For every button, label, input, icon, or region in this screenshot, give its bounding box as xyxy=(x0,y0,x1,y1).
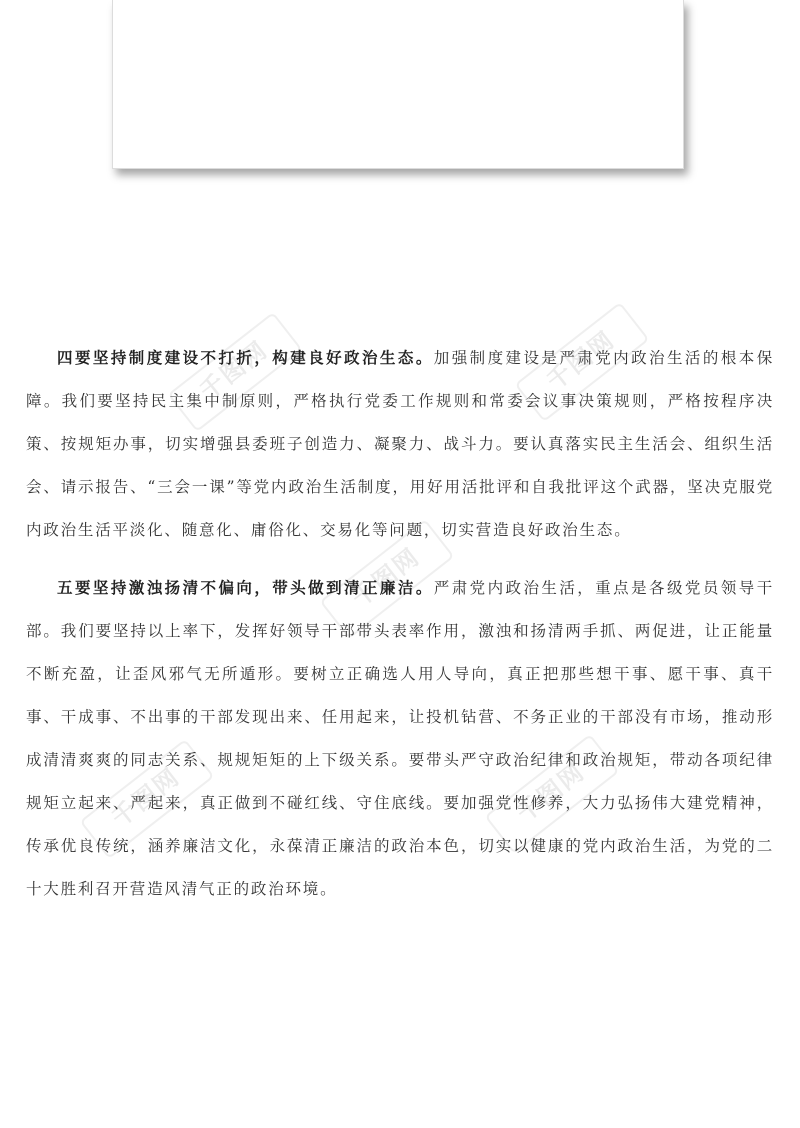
paragraph-text: 加强制度建设是严肃党内政治生活的根本保障。我们要坚持民主集中制原则，严格执行党委工作规则和常委会议事决策规则，严格按程序决策、按规矩办事，切实增强县委班子创造力、凝聚力、战斗力。要认真落实民主生活会、组织生活会、请示报告、“三会一课”等党内政治生活制度，用好用活批评和自我批评这个武器，坚决克服党内政治生活平淡化、随意化、庸俗化、交易化等问题，切实营造良好政治生态。 xyxy=(26,349,774,539)
watermark: 千图网 xyxy=(167,312,302,432)
previous-page-sheet xyxy=(112,0,684,169)
watermark: 千图网 xyxy=(319,519,454,639)
watermark: 千图网 xyxy=(79,739,214,859)
paragraph xyxy=(26,336,774,552)
watermark: 千图网 xyxy=(484,734,619,854)
document-body xyxy=(26,336,774,925)
paragraph-heading: 四要坚持制度建设不打折，构建良好政治生态。 xyxy=(57,348,434,367)
paragraph-text: 严肃党内政治生活，重点是各级党员领导干部。我们要坚持以上率下，发挥好领导干部带头表率作用，激浊和扬清两手抓、两促进，让正能量不断充盈，让歪风邪气无所遁形。要树立正确选人用人导向，真正把那些想干事、愿干事、真干事、干成事、不出事的干部发现出来、任用起来，让投机钻营、不务正业的干部没有市场，推动形成清清爽爽的同志关系、规规矩矩的上下级关系。要带头严守政治纪律和政治规矩，带动各项纪律规矩立起来、严起来，真正做到不碰红线、守住底线。要加强党性修养，大力弘扬伟大建党精神，传承优良传统，涵养廉洁文化，永葆清正廉洁的政治本色，切实以健康的党内政治生活，为党的二十大胜利召开营造风清气正的政治环境。 xyxy=(26,579,774,898)
paragraph xyxy=(26,566,774,911)
watermark: 千图网 xyxy=(514,302,649,422)
paragraph-heading: 五要坚持激浊扬清不偏向，带头做到清正廉洁。 xyxy=(57,578,434,597)
